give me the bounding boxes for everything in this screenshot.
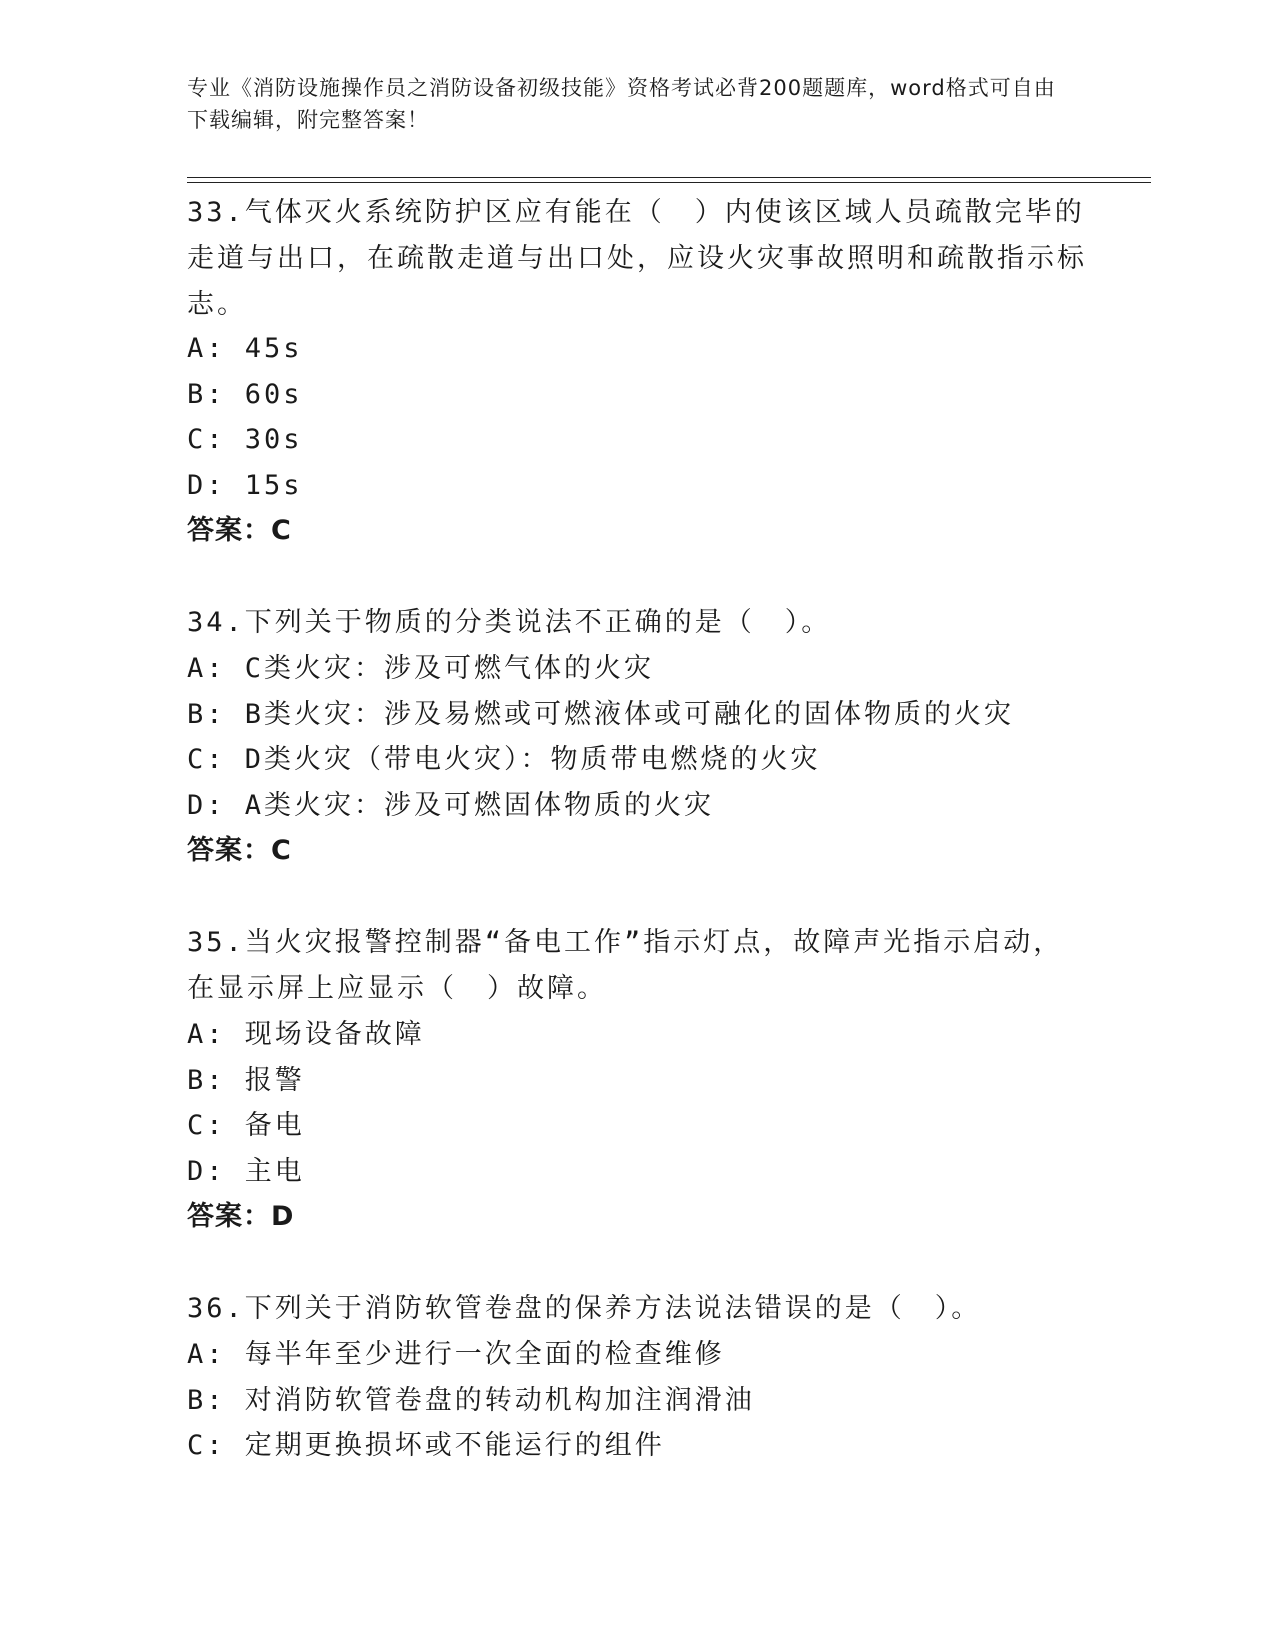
question-35 [187,916,1087,1240]
question-36 [187,1282,1087,1469]
option-a: A: 每半年至少进行一次全面的检查维修 [187,1339,725,1370]
option-c: C: D类火灾（带电火灾）：物质带电燃烧的火灾 [187,744,821,775]
question-text: 33.气体灭火系统防护区应有能在（ ）内使该区域人员疏散完毕的走道与出口，在疏散走道与出口处，应设火灾事故照明和疏散指示标志。 [187,197,1087,320]
question-33 [187,186,1087,554]
option-d: D: A类火灾：涉及可燃固体物质的火灾 [187,789,715,821]
answer: 答案：C [187,515,292,546]
question-34 [187,596,1087,874]
option-b: B: 60s [187,378,303,410]
option-c: C: 30s [187,424,303,455]
question-list [187,186,1087,1469]
option-c: C: 备电 [187,1110,305,1141]
option-c: C: 定期更换损坏或不能运行的组件 [187,1430,665,1461]
question-text: 34.下列关于物质的分类说法不正确的是（ ）。 [187,607,832,638]
option-d: D: 15s [187,469,303,501]
option-a: A: 45s [187,333,303,364]
header-rule-bottom [187,182,1151,183]
answer: 答案：D [187,1201,295,1232]
option-d: D: 主电 [187,1155,305,1187]
answer: 答案：C [187,835,292,866]
document-header: 专业《消防设施操作员之消防设备初级技能》资格考试必背200题题库，word格式可自由下载编辑，附完整答案！ [187,76,1056,132]
option-b: B: 报警 [187,1064,305,1096]
header-rule-top [187,177,1151,178]
option-a: A: 现场设备故障 [187,1019,425,1050]
option-b: B: 对消防软管卷盘的转动机构加注润滑油 [187,1384,755,1416]
question-text: 35.当火灾报警控制器“备电工作”指示灯点，故障声光指示启动，在显示屏上应显示（ ）故障。 [187,927,1064,1004]
option-a: A: C类火灾：涉及可燃气体的火灾 [187,653,655,684]
option-b: B: B类火灾：涉及易燃或可燃液体或可融化的固体物质的火灾 [187,698,1015,730]
question-text: 36.下列关于消防软管卷盘的保养方法说法错误的是（ ）。 [187,1293,982,1324]
